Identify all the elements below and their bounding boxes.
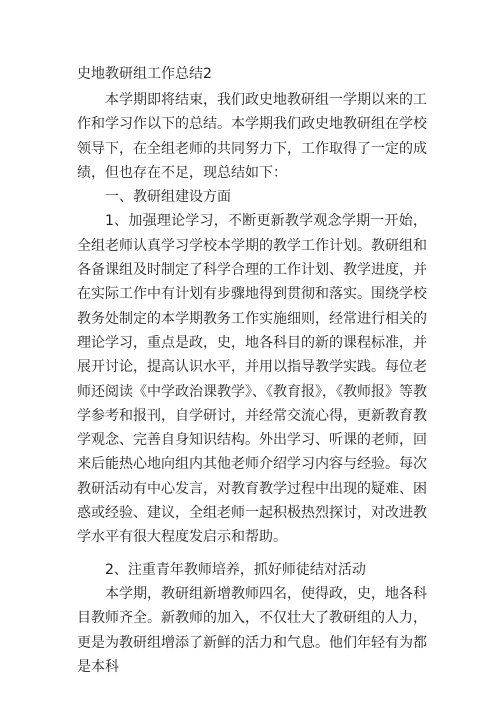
subsection-heading: 2、注重青年教师培养，抓好师徒结对活动 bbox=[105, 561, 366, 578]
document-title: 史地教研组工作总结2 bbox=[77, 66, 212, 82]
section-heading: 一、教研组建设方面 bbox=[105, 189, 231, 206]
body-paragraph: 本学期，教研组新增教师四名，使得政，史，地各科目教师齐全。新教师的加入，不仅壮大了教研组的人力，更是为教研组增添了新鲜的活力和气息。他们年轻有为都是本科 bbox=[77, 585, 427, 675]
document-body bbox=[77, 88, 427, 679]
subsection-paragraph: 1、加强理论学习，不断更新教学观念学期一开始，全组老师认真学习学校本学期的教学工作计划。教研组和各备课组及时制定了科学合理的工作计划、教学进度，并在实际工作中有计划有步骤地得到贯彻和落实。围绕学校教务处制定的本学期教务工作实施细则，经常进行相关的理论学习，重点是政，史，地各科目的新的课程标准，并展开讨论，提高认识水平，并用以指导教学实践。每位老师还阅读《中学政治课教学》、《教育报》，《教师报》等教学参考和报刊，自学研讨，并经常交流心得，更新教育教学观念、完善自身知识结构。外出学习、听课的老师，回来后能热心地向组内其他老师介绍学习内容与经验。每次教研活动有中心发言，对教育教学过程中出现的疑难、困惑或经验、建议，全组老师一起积极热烈探讨，对改进教学水平有很大程度发启示和帮助。 bbox=[77, 213, 427, 546]
intro-paragraph: 本学期即将结束，我们政史地教研组一学期以来的工作和学习作以下的总结。本学期我们政史地教研组在学校领导下，在全组老师的共同努力下，工作取得了一定的成绩，但也存在不足，现总结如下： bbox=[77, 92, 427, 181]
